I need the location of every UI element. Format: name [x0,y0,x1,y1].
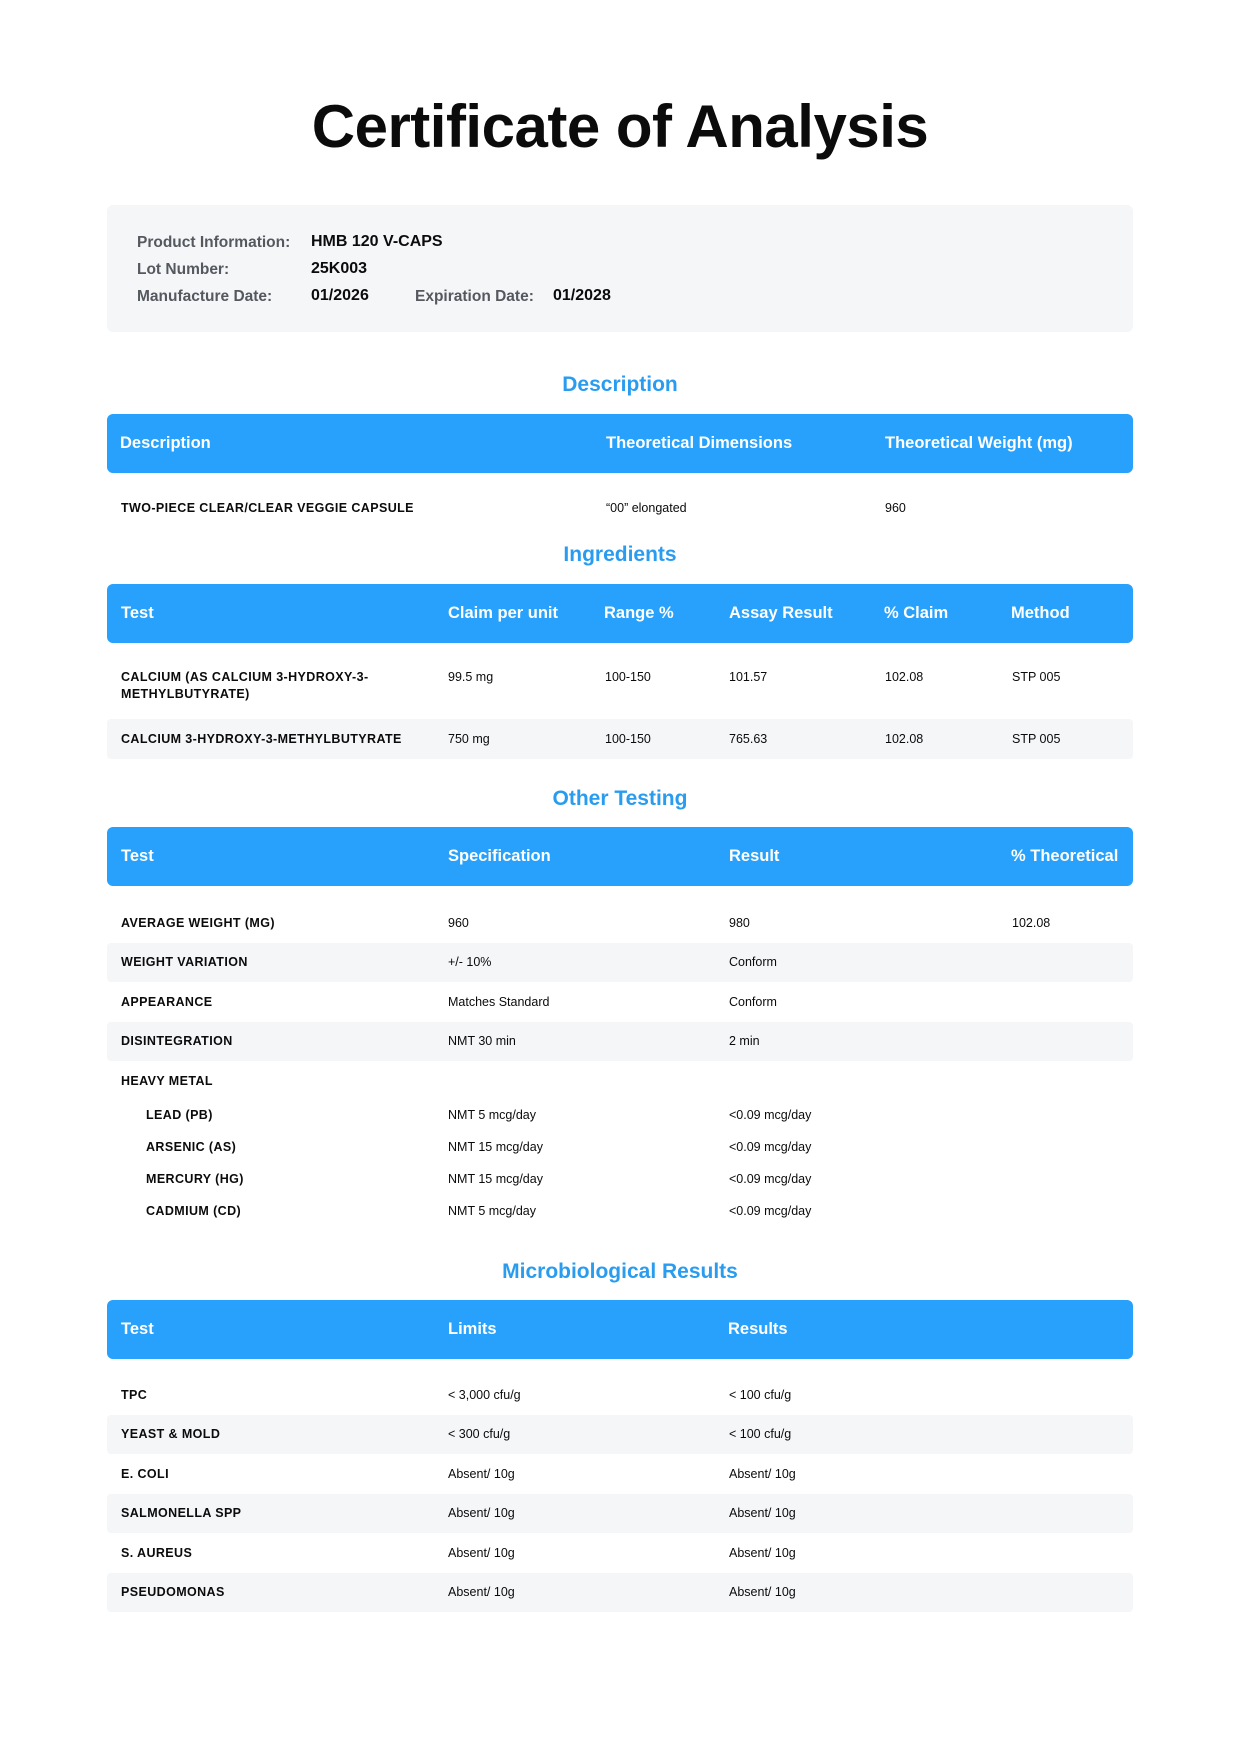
table-row [107,943,1133,982]
column-header-theoretical-dimensions: Theoretical Dimensions [606,434,793,452]
column-header-percent-claim: % Claim [884,604,949,622]
assay-cell: 101.57 [729,670,768,684]
table-row [107,658,1133,712]
table-row [107,1062,1133,1100]
results-cell: Absent/ 10g [729,1585,796,1599]
specification-cell: NMT 30 min [448,1034,516,1048]
specification-cell: +/- 10% [448,955,492,969]
results-cell: Absent/ 10g [729,1546,796,1560]
description-table-header [107,414,1133,473]
test-cell: DISINTEGRATION [121,1034,233,1048]
table-row [107,1415,1133,1454]
limits-cell: < 3,000 cfu/g [448,1388,521,1402]
percent-claim-cell: 102.08 [885,670,924,684]
table-row [107,1455,1133,1493]
other-testing-table-header [107,827,1133,886]
test-cell: E. COLI [121,1467,169,1481]
result-cell: <0.09 mcg/day [729,1108,812,1122]
method-cell: STP 005 [1012,732,1061,746]
lot-number-label: Lot Number: [137,261,230,278]
column-header-description: Description [120,434,211,452]
results-cell: < 100 cfu/g [729,1388,792,1402]
table-row [107,492,1133,526]
column-header-results: Results [728,1320,788,1338]
claim-cell: 750 mg [448,732,490,746]
column-header-percent-theoretical: % Theoretical [1011,847,1119,865]
specification-cell: 960 [448,916,469,930]
test-cell: ARSENIC (AS) [146,1140,237,1154]
results-cell: Absent/ 10g [729,1506,796,1520]
microbiological-table-header [107,1300,1133,1359]
ingredients-section-title: Ingredients [563,543,677,566]
column-header-assay-result: Assay Result [729,604,833,622]
limits-cell: Absent/ 10g [448,1546,515,1560]
range-cell: 100-150 [605,732,651,746]
description-cell: TWO-PIECE CLEAR/CLEAR VEGGIE CAPSULE [121,501,414,515]
table-row [107,1101,1133,1131]
test-cell: CADMIUM (CD) [146,1204,242,1218]
column-header-specification: Specification [448,847,551,865]
result-cell: Conform [729,955,777,969]
limits-cell: Absent/ 10g [448,1506,515,1520]
column-header-limits: Limits [448,1320,497,1338]
ingredients-table-header [107,584,1133,643]
expiration-date-value: 01/2028 [553,287,611,304]
column-header-test: Test [121,1320,154,1338]
test-cell: CALCIUM 3-HYDROXY-3-METHYLBUTYRATE [121,732,402,746]
page-title: Certificate of Analysis [311,93,929,160]
result-cell: Conform [729,995,777,1009]
results-cell: Absent/ 10g [729,1467,796,1481]
specification-cell: Matches Standard [448,995,550,1009]
claim-cell: 99.5 mg [448,670,494,684]
product-information-label: Product Information: [137,234,291,251]
table-row [107,1197,1133,1227]
description-section-title: Description [562,373,678,396]
test-cell: CALCIUM (AS CALCIUM 3-HYDROXY-3-METHYLBUTYRATE) [121,670,369,701]
test-cell: WEIGHT VARIATION [121,955,248,969]
table-row [107,1376,1133,1414]
test-cell: PSEUDOMONAS [121,1585,225,1599]
result-cell: <0.09 mcg/day [729,1140,812,1154]
table-row [107,1133,1133,1163]
column-header-theoretical-weight: Theoretical Weight (mg) [885,434,1073,452]
test-cell: LEAD (PB) [146,1108,213,1122]
result-cell: <0.09 mcg/day [729,1204,812,1218]
table-row [107,903,1133,941]
lot-number-value: 25K003 [311,260,368,277]
manufacture-date-label: Manufacture Date: [137,288,273,305]
table-row [107,983,1133,1021]
specification-cell: NMT 5 mcg/day [448,1108,536,1122]
test-cell: AVERAGE WEIGHT (MG) [121,916,275,930]
table-row [107,1494,1133,1533]
test-cell: TPC [121,1388,148,1402]
expiration-date-label: Expiration Date: [415,288,534,305]
result-cell: 2 min [729,1034,760,1048]
column-header-test: Test [121,847,154,865]
test-cell: APPEARANCE [121,995,213,1009]
table-row [107,1534,1133,1572]
test-cell: S. AUREUS [121,1546,193,1560]
limits-cell: Absent/ 10g [448,1585,515,1599]
percent-theoretical-cell: 102.08 [1012,916,1051,930]
weight-cell: 960 [885,501,906,515]
result-cell: 980 [729,916,750,930]
microbiological-section-title: Microbiological Results [502,1260,738,1283]
product-info-panel [107,205,1133,332]
other-testing-section-title: Other Testing [552,787,688,810]
column-header-result: Result [729,847,780,865]
table-row [107,1573,1133,1612]
specification-cell: NMT 15 mcg/day [448,1172,543,1186]
limits-cell: Absent/ 10g [448,1467,515,1481]
specification-cell: NMT 15 mcg/day [448,1140,543,1154]
percent-claim-cell: 102.08 [885,732,924,746]
results-cell: < 100 cfu/g [729,1427,792,1441]
table-row [107,1165,1133,1195]
product-information-value: HMB 120 V-CAPS [311,233,443,250]
test-cell: YEAST & MOLD [121,1427,221,1441]
manufacture-date-value: 01/2026 [311,287,369,304]
method-cell: STP 005 [1012,670,1061,684]
table-row [107,1022,1133,1061]
column-header-method: Method [1011,604,1070,622]
dimensions-cell: “00” elongated [606,501,687,515]
column-header-range: Range % [604,604,674,622]
assay-cell: 765.63 [729,732,768,746]
test-cell: MERCURY (HG) [146,1172,244,1186]
column-header-test: Test [121,604,154,622]
table-row [107,719,1133,759]
specification-cell: NMT 5 mcg/day [448,1204,536,1218]
limits-cell: < 300 cfu/g [448,1427,511,1441]
range-cell: 100-150 [605,670,651,684]
column-header-claim-per-unit: Claim per unit [448,604,559,622]
test-cell: SALMONELLA SPP [121,1506,242,1520]
result-cell: <0.09 mcg/day [729,1172,812,1186]
test-cell-heavy-metal: HEAVY METAL [121,1074,213,1088]
